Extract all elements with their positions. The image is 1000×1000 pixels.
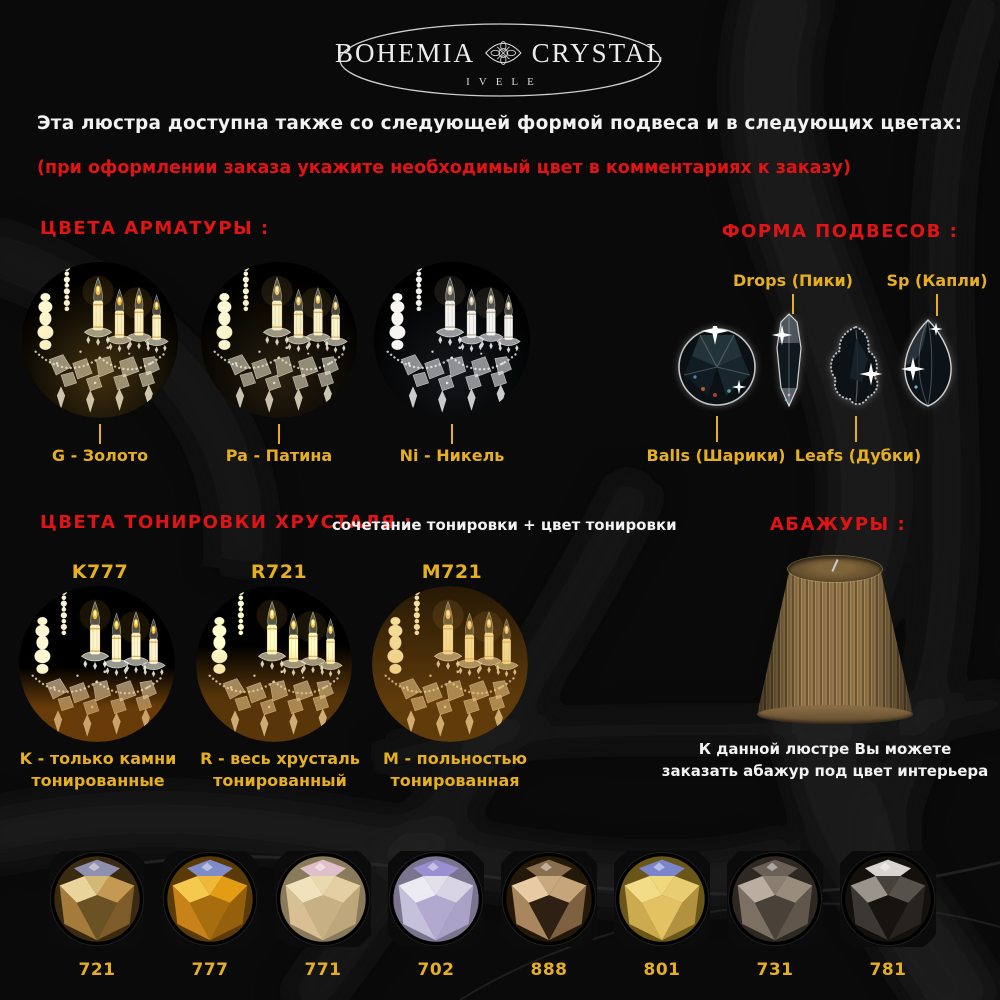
crystal-color-swatch bbox=[388, 851, 484, 980]
fixture-label-patina: Pa - Патина bbox=[225, 446, 333, 465]
tint-caption-r bbox=[180, 748, 380, 792]
lampshade-top-opening bbox=[788, 556, 882, 582]
pendant-label-sp: Sp (Капли) bbox=[886, 271, 988, 290]
crystal-gem-image bbox=[840, 851, 936, 947]
lampshade-body bbox=[757, 569, 913, 715]
lampshade-caption-line2: заказать абажур под цвет интерьера bbox=[661, 762, 989, 780]
fixture-photo-patina bbox=[201, 262, 357, 418]
tint-code-m721: M721 bbox=[421, 561, 483, 583]
brand-subname: IVELE bbox=[466, 76, 543, 88]
crystal-color-swatch bbox=[275, 851, 371, 980]
swatch-code-label: 702 bbox=[417, 960, 455, 980]
fixture-label-nickel: Ni - Никель bbox=[399, 446, 505, 465]
tint-colors-title: ЦВЕТА ТОНИРОВКИ ХРУСТАЛЯ : bbox=[40, 512, 413, 533]
tint-caption-k-line1: K - только камни bbox=[19, 749, 177, 768]
tint-caption-m-line1: M - польностью bbox=[382, 749, 528, 768]
tint-code-k777: K777 bbox=[71, 561, 129, 583]
connector-line bbox=[936, 294, 938, 316]
tint-caption-m-line2: тонированная bbox=[390, 771, 520, 790]
crystal-gem-image bbox=[162, 851, 258, 947]
brand-logo bbox=[335, 20, 665, 102]
lampshades-title: АБАЖУРЫ : bbox=[769, 514, 907, 535]
crystal-color-swatch bbox=[840, 851, 936, 980]
pendant-leaf-image bbox=[822, 324, 890, 416]
crystal-color-swatch bbox=[162, 851, 258, 980]
lampshade-bottom-rim bbox=[757, 705, 913, 724]
brand-name-left: BOHEMIA bbox=[335, 37, 475, 68]
crystal-color-swatch bbox=[501, 851, 597, 980]
connector-line bbox=[451, 424, 453, 444]
brand-name-right: CRYSTAL bbox=[531, 37, 665, 68]
tint-photo-r721 bbox=[196, 586, 352, 742]
pendant-label-leafs: Leafs (Дубки) bbox=[794, 446, 922, 465]
fixture-photo-gold bbox=[22, 262, 178, 418]
crystal-color-swatch bbox=[727, 851, 823, 980]
connector-line bbox=[716, 416, 718, 442]
fixture-label-gold: G - Золото bbox=[51, 446, 149, 465]
tint-photo-m721 bbox=[372, 586, 528, 742]
connector-line bbox=[99, 424, 101, 444]
pendant-shapes-title: ФОРМА ПОДВЕСОВ : bbox=[721, 221, 959, 242]
crystal-color-swatch-row bbox=[0, 851, 1000, 980]
swatch-code-label: 731 bbox=[756, 960, 794, 980]
swatch-code-label: 781 bbox=[869, 960, 907, 980]
swatch-code-label: 721 bbox=[78, 960, 116, 980]
pendant-sp-image bbox=[894, 317, 962, 413]
swatch-code-label: 888 bbox=[530, 960, 568, 980]
tint-caption-r-line1: R - весь хрусталь bbox=[200, 749, 360, 768]
swatch-code-label: 801 bbox=[643, 960, 681, 980]
fixture-photo-nickel bbox=[374, 262, 530, 418]
lampshade-wire bbox=[831, 559, 838, 572]
tint-caption-m bbox=[355, 748, 555, 792]
tint-code-r721: R721 bbox=[250, 561, 308, 583]
crystal-gem-image bbox=[388, 851, 484, 947]
tint-caption-k-line2: тонированные bbox=[31, 771, 165, 790]
intro-line: Эта люстра доступна также со следующей формой подвеса и в следующих цветах: bbox=[37, 113, 963, 134]
tint-photo-k777 bbox=[19, 586, 175, 742]
pendant-drop-image bbox=[767, 312, 811, 414]
swatch-code-label: 771 bbox=[304, 960, 342, 980]
logo-rosette-icon bbox=[484, 37, 523, 69]
crystal-gem-image bbox=[727, 851, 823, 947]
pendant-label-balls: Balls (Шарики) bbox=[646, 446, 786, 465]
crystal-gem-image bbox=[501, 851, 597, 947]
crystal-color-swatch bbox=[49, 851, 145, 980]
swatch-code-label: 777 bbox=[191, 960, 229, 980]
tint-colors-subtitle: сочетание тонировки + цвет тонировки bbox=[332, 516, 677, 534]
crystal-color-swatch bbox=[614, 851, 710, 980]
crystal-gem-image bbox=[49, 851, 145, 947]
order-note-line: (при оформлении заказа укажите необходимый цвет в комментариях к заказу) bbox=[37, 158, 851, 178]
connector-line bbox=[855, 416, 857, 442]
tint-caption-k bbox=[0, 748, 196, 792]
lampshade-image bbox=[757, 556, 913, 724]
fixture-colors-title: ЦВЕТА АРМАТУРЫ : bbox=[40, 218, 270, 239]
crystal-gem-image bbox=[614, 851, 710, 947]
crystal-gem-image bbox=[275, 851, 371, 947]
pendant-ball-image bbox=[676, 326, 758, 412]
lampshade-caption-line1: К данной люстре Вы можете bbox=[698, 740, 952, 758]
connector-line bbox=[792, 294, 794, 314]
tint-caption-r-line2: тонированный bbox=[213, 771, 347, 790]
lampshade-caption bbox=[655, 738, 995, 782]
pendant-label-drops: Drops (Пики) bbox=[732, 271, 853, 290]
connector-line bbox=[278, 424, 280, 444]
